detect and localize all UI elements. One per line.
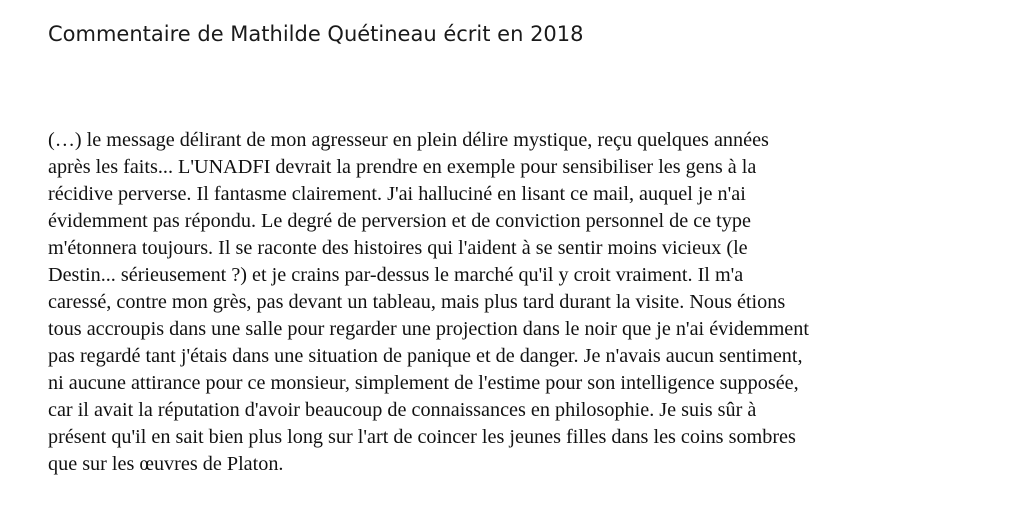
body-line: évidemment pas répondu. Le degré de perversion et de conviction personnel de ce type <box>48 210 751 232</box>
body-line: que sur les œuvres de Platon. <box>48 453 284 475</box>
body-line: tous accroupis dans une salle pour regarder une projection dans le noir que je n'ai évidemment <box>48 318 809 340</box>
body-line: présent qu'il en sait bien plus long sur l'art de coincer les jeunes filles dans les coins sombres <box>48 426 796 448</box>
body-line: pas regardé tant j'étais dans une situation de panique et de danger. Je n'avais aucun sentiment, <box>48 345 803 367</box>
body-line: Destin... sérieusement ?) et je crains par-dessus le marché qu'il y croit vraiment. Il m'a <box>48 264 744 286</box>
document-body <box>48 127 993 478</box>
body-line: récidive perverse. Il fantasme clairement. J'ai halluciné en lisant ce mail, auquel je n'ai <box>48 183 746 205</box>
body-line: (…) le message délirant de mon agresseur en plein délire mystique, reçu quelques années <box>48 129 769 151</box>
body-line: après les faits... L'UNADFI devrait la prendre en exemple pour sensibiliser les gens à la <box>48 156 757 178</box>
body-line: caressé, contre mon grès, pas devant un tableau, mais plus tard durant la visite. Nous étions <box>48 291 786 313</box>
body-line: car il avait la réputation d'avoir beaucoup de connaissances en philosophie. Je suis sûr à <box>48 399 757 421</box>
document-title: Commentaire de Mathilde Quétineau écrit en 2018 <box>48 22 584 46</box>
body-line: ni aucune attirance pour ce monsieur, simplement de l'estime pour son intelligence supposée, <box>48 372 799 394</box>
body-line: m'étonnera toujours. Il se raconte des histoires qui l'aident à se sentir moins vicieux (le <box>48 237 748 259</box>
